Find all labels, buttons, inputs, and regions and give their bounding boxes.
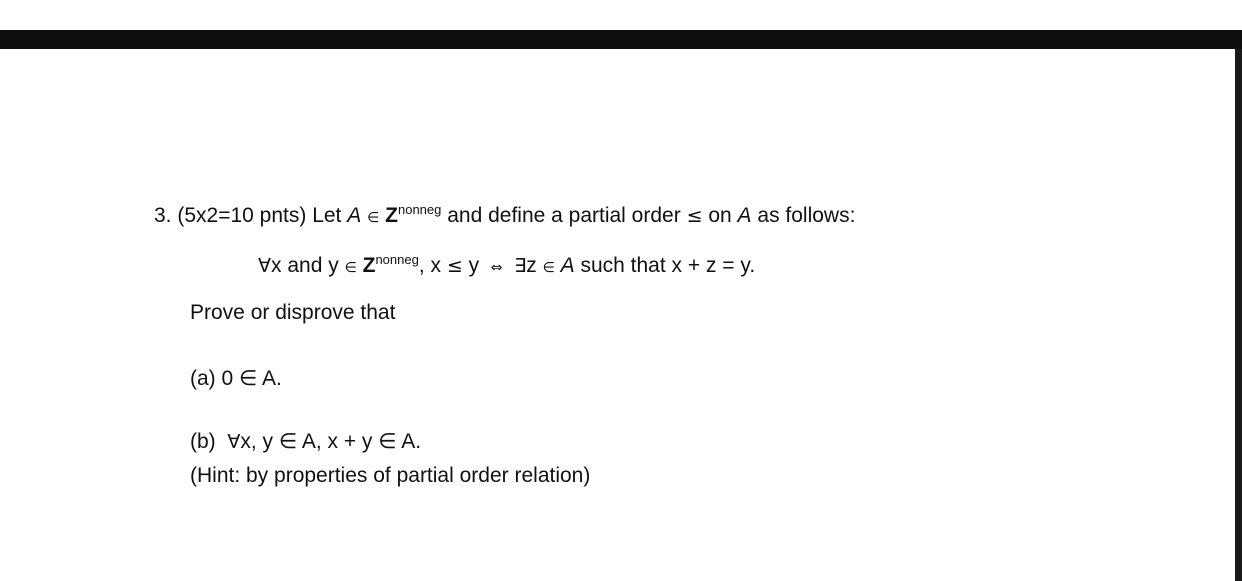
element-of-symbol: ∈ [367, 210, 380, 226]
right-border [1235, 49, 1242, 581]
order-definition [258, 252, 756, 277]
top-black-bar [0, 30, 1242, 49]
nonneg-superscript: nonneg [397, 202, 442, 217]
exists-symbol: ∃ [514, 255, 527, 277]
integer-set-symbol: Z [362, 254, 376, 277]
problem-points: (5x2=10 pnts) [177, 204, 307, 227]
integer-set-symbol: Z [385, 204, 398, 227]
leq-symbol: ≤ [446, 255, 463, 277]
x-and-y: x and y [271, 254, 339, 277]
set-a-second: A [737, 204, 752, 227]
prove-prompt: Prove or disprove that [190, 301, 396, 324]
set-a: A [347, 204, 362, 227]
let-word: Let [312, 204, 342, 227]
part-b-label: (b) [190, 430, 216, 453]
part-b [190, 431, 421, 452]
iff-symbol: ⇔ [490, 260, 503, 276]
var-y: y [468, 254, 480, 277]
problem-number: 3. [154, 204, 172, 227]
element-of-symbol: ∈ [344, 260, 357, 276]
var-x: x [430, 254, 442, 277]
nonneg-superscript: nonneg [375, 252, 419, 267]
forall-symbol: ∀ [258, 255, 271, 277]
part-a-label: (a) [190, 367, 216, 390]
definition-condition: such that x + z = y. [580, 254, 756, 277]
problem-statement [154, 202, 856, 227]
leq-symbol: ≤ [686, 205, 703, 227]
hint-text: (Hint: by properties of partial order relation) [190, 464, 591, 487]
part-b-text: x, y ∈ A, x + y ∈ A. [240, 430, 422, 453]
as-follows-text: as follows: [757, 204, 856, 227]
comma: , [418, 254, 425, 277]
set-a: A [560, 254, 575, 277]
var-z: z [526, 254, 537, 277]
part-a-text: 0 ∈ A. [221, 367, 282, 390]
part-a [190, 368, 282, 389]
define-text: and define a partial order [447, 204, 681, 227]
forall-symbol: ∀ [227, 431, 241, 453]
on-word: on [708, 204, 732, 227]
top-margin [0, 0, 1242, 30]
document-page [0, 49, 1235, 581]
element-of-symbol: ∈ [542, 260, 555, 276]
